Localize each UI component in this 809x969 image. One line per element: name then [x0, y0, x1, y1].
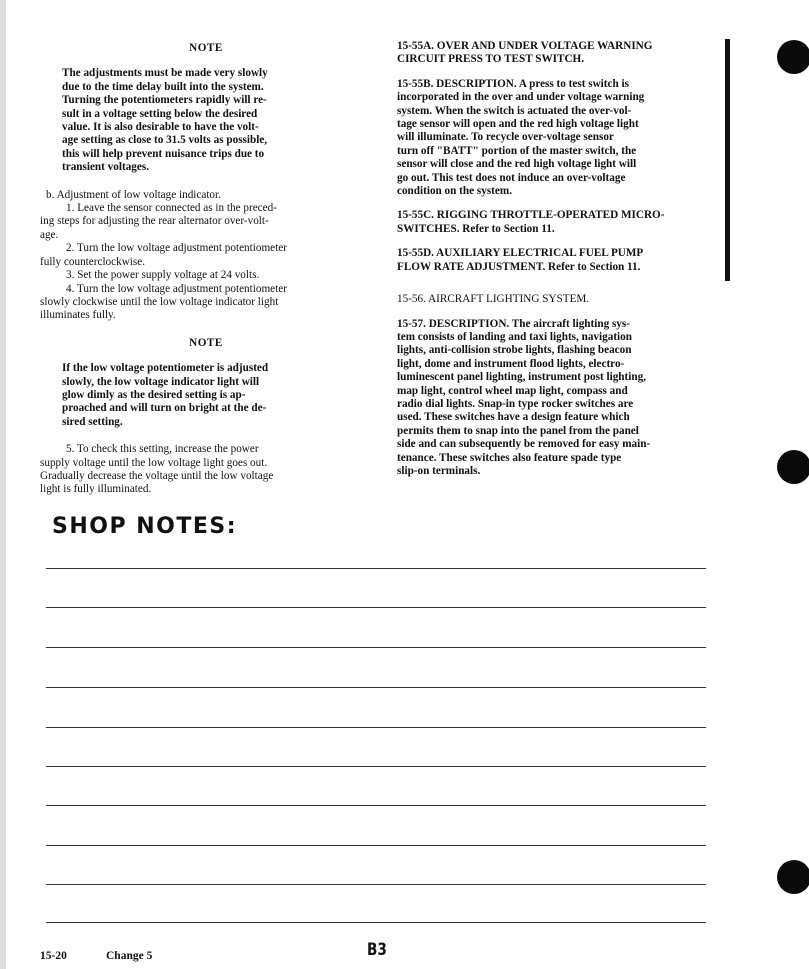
note-line	[46, 607, 706, 608]
punch-hole-icon	[777, 860, 809, 894]
text-line: value. It is also desirable to have the volt-	[62, 121, 259, 134]
text-line: supply voltage until the low voltage light goes out.	[40, 456, 268, 469]
text-line: radio dial lights. Snap-in type rocker switches are	[397, 397, 634, 410]
text-line: age.	[40, 228, 59, 241]
section-15-55d	[397, 247, 715, 274]
text-line: slip-on terminals.	[397, 464, 481, 477]
note-heading: NOTE	[189, 42, 223, 54]
step-b-title: b. Adjustment of low voltage indicator.	[46, 188, 221, 201]
text-line: transient voltages.	[62, 161, 150, 174]
text-line: side and can subsequently be removed for easy main-	[397, 438, 651, 451]
text-line: incorporated in the over and under voltage warning	[397, 91, 645, 104]
text-line: system. When the switch is actuated the over-vol-	[397, 104, 632, 117]
text-line: due to the time delay built into the system.	[62, 80, 264, 93]
text-line: 15-55A. OVER AND UNDER VOLTAGE WARNING	[397, 40, 653, 52]
text-line: sensor will close and the red high voltage light will	[397, 158, 637, 171]
text-line: Turning the potentiometers rapidly will re-	[62, 94, 267, 107]
note-line	[46, 805, 706, 806]
note-line	[46, 568, 706, 569]
page-code: B3	[367, 940, 387, 960]
section-15-56	[397, 293, 715, 306]
shop-notes-title: SHOP NOTES:	[52, 514, 238, 539]
section-15-55c	[397, 209, 715, 236]
punch-hole-icon	[777, 40, 809, 74]
text-line: luminescent panel lighting, instrument post lighting,	[397, 371, 646, 384]
step-4	[40, 283, 372, 323]
text-line: used. These switches have a design feature which	[397, 411, 630, 424]
text-line: sired setting.	[62, 415, 123, 428]
text-line: 15-56. AIRCRAFT LIGHTING SYSTEM.	[397, 293, 590, 306]
text-line: slowly, the low voltage indicator light will	[62, 375, 260, 388]
text-line: CIRCUIT PRESS TO TEST SWITCH.	[397, 53, 585, 66]
step-3	[40, 269, 372, 282]
section-15-55a	[397, 40, 715, 67]
section-15-55b	[397, 78, 715, 199]
note-body	[62, 67, 342, 174]
step-5	[40, 443, 372, 497]
text-line: go out. This test does not induce an over-voltage	[397, 171, 626, 184]
text-line: glow dimly as the desired setting is ap-	[62, 388, 246, 401]
text-line: 15-55B. DESCRIPTION. A press to test switch is	[397, 77, 629, 90]
section-15-57	[397, 318, 715, 479]
text-line: 4. Turn the low voltage adjustment potentiometer	[66, 282, 287, 295]
text-line: proached and will turn on bright at the de-	[62, 402, 267, 415]
note-line	[46, 766, 706, 767]
left-column	[40, 42, 372, 497]
text-line: 1. Leave the sensor connected as in the preced-	[66, 202, 277, 215]
change-bar	[725, 39, 730, 281]
text-line: tenance. These switches also feature spade type	[397, 451, 622, 464]
text-line: 15-55C. RIGGING THROTTLE-OPERATED MICRO-	[397, 209, 665, 222]
note-line	[46, 922, 706, 923]
text-line: 2. Turn the low voltage adjustment potentiometer	[66, 242, 287, 255]
text-line: FLOW RATE ADJUSTMENT. Refer to Section 11.	[397, 260, 641, 273]
punch-hole-icon	[777, 450, 809, 484]
text-line: light is fully illuminated.	[40, 483, 152, 496]
note-heading: NOTE	[189, 336, 223, 349]
note-line	[46, 727, 706, 728]
change-label: Change 5	[106, 950, 153, 962]
note-line	[46, 845, 706, 846]
note-line	[46, 647, 706, 648]
text-line: SWITCHES. Refer to Section 11.	[397, 222, 555, 235]
text-line: 5. To check this setting, increase the power	[66, 443, 259, 456]
step-1	[40, 202, 372, 242]
text-line: condition on the system.	[397, 185, 512, 198]
note-body	[62, 362, 342, 429]
text-line: illuminates fully.	[40, 309, 116, 322]
page-edge	[0, 0, 6, 969]
text-line: The adjustments must be made very slowly	[62, 67, 268, 80]
text-line: map light, control wheel map light, compass and	[397, 384, 628, 397]
text-line: tem consists of landing and taxi lights, navigation	[397, 330, 632, 343]
text-line: will illuminate. To recycle over-voltage sensor	[397, 131, 614, 144]
text-line: fully counterclockwise.	[40, 255, 146, 268]
text-line: 15-55D. AUXILIARY ELECTRICAL FUEL PUMP	[397, 247, 644, 260]
text-line: permits them to snap into the panel from the panel	[397, 424, 639, 437]
text-line: sult in a voltage setting below the desired	[62, 107, 258, 120]
text-line: slowly clockwise until the low voltage indicator light	[40, 295, 279, 308]
text-line: lights, anti-collision strobe lights, flashing beacon	[397, 344, 632, 357]
text-line: age setting as close to 31.5 volts as possible,	[62, 134, 268, 147]
text-line: light, dome and instrument flood lights, electro-	[397, 357, 625, 370]
note-line	[46, 884, 706, 885]
text-line: Gradually decrease the voltage until the low voltage	[40, 469, 274, 482]
right-column	[397, 40, 715, 489]
text-line: ing steps for adjusting the rear alternator over-volt-	[40, 215, 269, 228]
text-line: 3. Set the power supply voltage at 24 volts.	[66, 269, 260, 282]
text-line: this will help prevent nuisance trips due to	[62, 147, 265, 160]
page-number: 15-20	[40, 950, 67, 962]
text-line: If the low voltage potentiometer is adjusted	[62, 362, 269, 375]
text-line: turn off "BATT" portion of the master switch, the	[397, 144, 637, 157]
step-2	[40, 242, 372, 269]
text-line: 15-57. DESCRIPTION. The aircraft lighting sys-	[397, 317, 630, 330]
text-line: tage sensor will open and the red high voltage light	[397, 118, 639, 131]
note-line	[46, 687, 706, 688]
